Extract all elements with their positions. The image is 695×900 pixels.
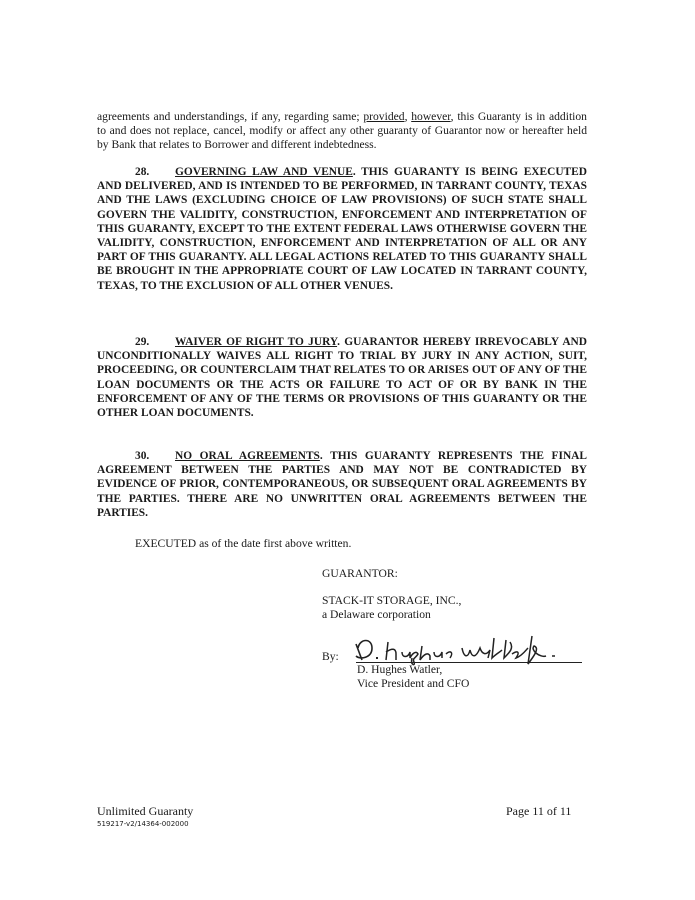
- section-30-number: 30.: [135, 450, 150, 462]
- footer-document-name: Unlimited Guaranty: [97, 804, 194, 818]
- section-28: [97, 165, 587, 293]
- footer-document-code: 519217-v2/14364-002000: [97, 820, 189, 828]
- section-30: [97, 449, 587, 520]
- intro-text-end: , this Guaranty is in addition to and does not replace, cancel, modify or affect any other guaranty of Guarantor now or hereafter held by Bank that relates to Borrower and different indebtedness.: [97, 110, 587, 152]
- section-28-heading: GOVERNING LAW AND VENUE: [175, 166, 353, 178]
- section-29-heading: WAIVER OF RIGHT TO JURY: [175, 336, 338, 348]
- guarantor-label: GUARANTOR:: [322, 567, 398, 580]
- intro-comma: ,: [404, 110, 412, 123]
- company-name: STACK-IT STORAGE, INC.,: [322, 594, 462, 607]
- section-28-body: . THIS GUARANTY IS BEING EXECUTED AND DELIVERED, AND IS INTENDED TO BE PERFORMED, IN TARRANT COUNTY, TEXAS AND THE LAWS (EXCLUDING CHOICE OF LAW PROVISIONS) OF SUCH STATE SHALL GOVERN THE VALIDITY, CONSTRUCTION, ENFORCEMENT AND INTERPRETATION OF THIS GUARANTY, EXCEPT TO THE EXTENT FEDERAL LAWS OTHERWISE GOVERN THE VALIDITY, CONSTRUCTION, ENFORCEMENT AND INTERPRETATION OF ALL OR ANY PART OF THIS GUARANTY. ALL LEGAL ACTIONS RELATED TO THIS GUARANTY SHALL BE BROUGHT IN THE APPROPRIATE COURT OF LAW LOCATED IN TARRANT COUNTY, TEXAS, TO THE EXCLUSION OF ALL OTHER VENUES.: [97, 166, 587, 292]
- by-label: By:: [322, 650, 339, 663]
- section-29: [97, 335, 587, 420]
- section-29-body: . GUARANTOR HEREBY IRREVOCABLY AND UNCONDITIONALLY WAIVES ALL RIGHT TO TRIAL BY JURY IN ANY ACTION, SUIT, PROCEEDING, OR COUNTERCLAIM THAT RELATES TO OR ARISES OUT OF ANY OF THE LOAN DOCUMENTS OR THE ACTS OR FAILURE TO ACT OF OR BY BANK IN THE ENFORCEMENT OF ANY OF THE TERMS OR PROVISIONS OF THIS GUARANTY OR THE OTHER LOAN DOCUMENTS.: [97, 336, 587, 420]
- section-30-heading: NO ORAL AGREEMENTS: [175, 450, 320, 462]
- however-term: however: [411, 110, 451, 123]
- intro-text-start: agreements and understandings, if any, regarding same;: [97, 110, 364, 123]
- section-29-number: 29.: [135, 336, 150, 348]
- section-30-body: . THIS GUARANTY REPRESENTS THE FINAL AGREEMENT BETWEEN THE PARTIES AND MAY NOT BE CONTRADICTED BY EVIDENCE OF PRIOR, CONTEMPORANEOUS, OR SUBSEQUENT ORAL AGREEMENTS BY THE PARTIES. THERE ARE NO UNWRITTEN ORAL AGREEMENTS BETWEEN THE PARTIES.: [97, 450, 588, 519]
- executed-line: EXECUTED as of the date first above written.: [135, 537, 352, 550]
- footer-page-number: Page 11 of 11: [506, 804, 572, 818]
- provided-term: provided: [363, 110, 405, 123]
- intro-paragraph: [97, 110, 587, 152]
- section-28-number: 28.: [135, 166, 150, 178]
- signer-name: D. Hughes Watler,: [357, 663, 443, 676]
- company-description: a Delaware corporation: [322, 608, 431, 621]
- signer-title: Vice President and CFO: [357, 677, 470, 690]
